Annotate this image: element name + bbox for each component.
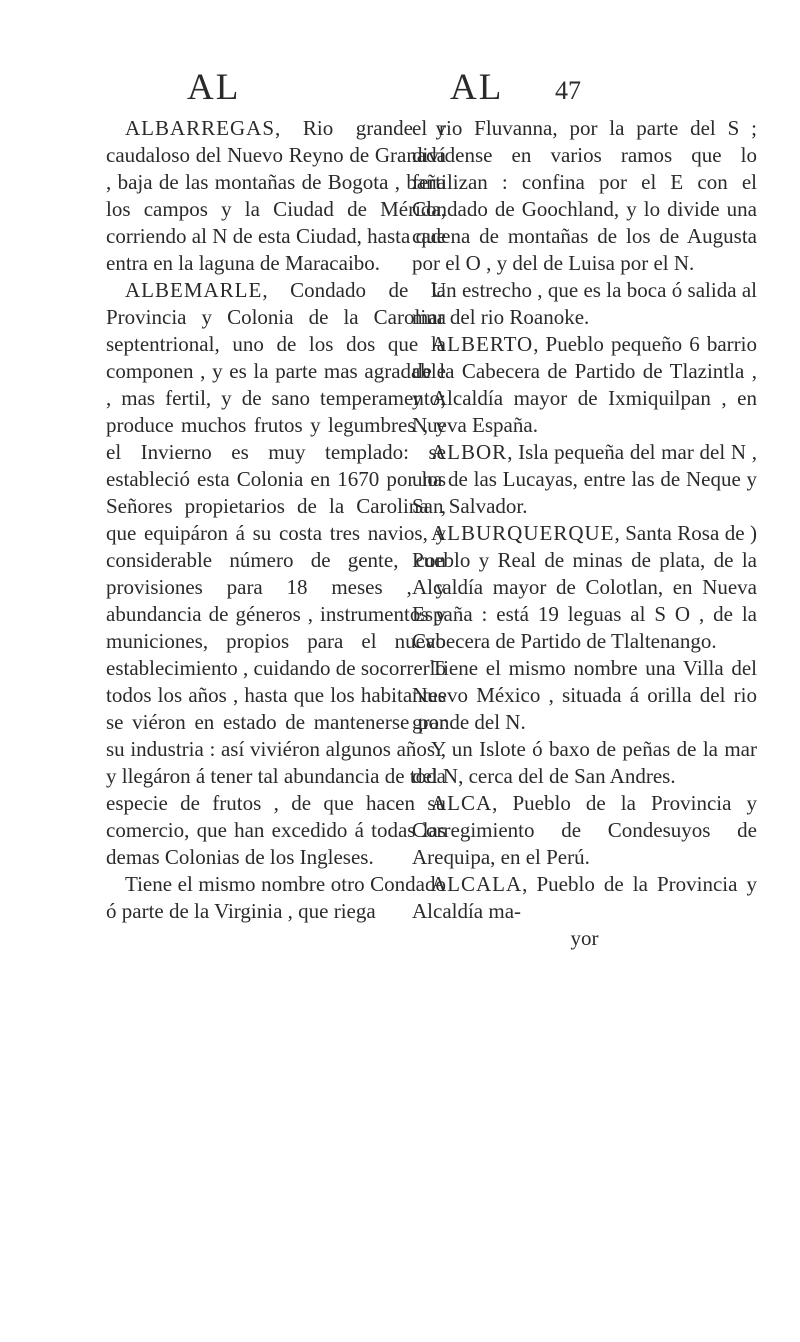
dictionary-entry (412, 871, 757, 925)
left-column (106, 115, 446, 925)
entry-text: , Isla pequeña del mar del N , una de las Lucayas, entre las de Neque y San Salvador. (412, 440, 757, 518)
right-column (412, 115, 757, 952)
dictionary-entry (106, 871, 446, 925)
dictionary-entry (106, 277, 446, 871)
right-running-head: AL (450, 67, 504, 108)
entry-headword: ALBERTO (431, 332, 534, 356)
page-number: 47 (555, 76, 581, 105)
dictionary-entry (412, 655, 757, 736)
entry-text: Tiene el mismo nombre otro Condado ó parte de la Virginia , que riega (106, 872, 446, 923)
entry-headword: ALCALA (431, 872, 523, 896)
entry-text: Tiene el mismo nombre una Villa del Nuevo México , situada á orilla del rio grande del N. (412, 656, 757, 734)
entry-text: el rio Fluvanna, por la parte del S ; divídense en varios ramos que lo fertilizan : confina por el E con el Condado de Goochland, y lo divide una cadena de montañas de los de Augusta por el O , y del de Luisa por el N. (412, 116, 757, 275)
entry-text: , Pueblo pequeño 6 barrio de la Cabecera de Partido de Tlazintla , y Alcaldía mayor de Ixmiquilpan , en Nueva España. (412, 332, 757, 437)
entry-headword: ALCA (431, 791, 493, 815)
catchword: yor (570, 926, 599, 950)
entry-headword: ALBARREGAS (125, 116, 276, 140)
dictionary-entry-continued (412, 115, 757, 277)
running-header (0, 66, 800, 106)
left-running-head: AL (187, 67, 241, 108)
entry-headword: ALBEMARLE (125, 278, 263, 302)
dictionary-entry (412, 790, 757, 871)
entry-text: , Santa Rosa de ) Pueblo y Real de minas de plata, de la Alcaldía mayor de Colotlan, en Nueva España : está 19 leguas al S O , de la Cabecera de Partido de Tlaltenango. (412, 521, 757, 653)
entry-text: , Pueblo de la Provincia y Alcaldía ma- (412, 872, 757, 923)
dictionary-entry (412, 277, 757, 331)
entry-headword: ALBURQUERQUE (431, 521, 615, 545)
entry-headword: ALBOR (431, 440, 508, 464)
dictionary-entry (106, 115, 446, 277)
entry-text: Un estrecho , que es la boca ó salida al mar del rio Roanoke. (412, 278, 757, 329)
dictionary-entry (412, 736, 757, 790)
dictionary-entry (412, 439, 757, 520)
dictionary-entry (412, 331, 757, 439)
entry-text: , Condado de la Provincia y Colonia de la Carolina septentrional, uno de los dos que la componen , y es la parte mas agradable , mas fertil, y de sano temperamento; produce muchos frutos y legumbres , y el Invierno es muy templado: se estableció esta Colonia en 1670 por los Señores propietarios de la Carolina , que equipáron á su costa tres navios, y considerable número de gente, con provisiones para 18 meses , y abundancia de géneros , instrumentos y municiones, propios para el nuevo establecimiento , cuidando de socorrerlo todos los años , hasta que los habitantes se viéron en estado de mantenerse por su industria : así viviéron algunos años , y llegáron á tener tal abundancia de toda especie de frutos , de que hacen su comercio, que han excedido á todas las demas Colonias de los Ingleses. (106, 278, 446, 869)
dictionary-entry (412, 520, 757, 655)
entry-text: Y un Islote ó baxo de peñas de la mar del N, cerca del de San Andres. (412, 737, 757, 788)
entry-text: , Pueblo de la Provincia y Corregimiento de Condesuyos de Arequipa, en el Perú. (412, 791, 757, 869)
entry-text: , Rio grande y caudaloso del Nuevo Reyno de Granada , baja de las montañas de Bogota , baña los campos y la Ciudad de Mérida, corriendo al N de esta Ciudad, hasta que entra en la laguna de Maracaibo. (106, 116, 446, 275)
